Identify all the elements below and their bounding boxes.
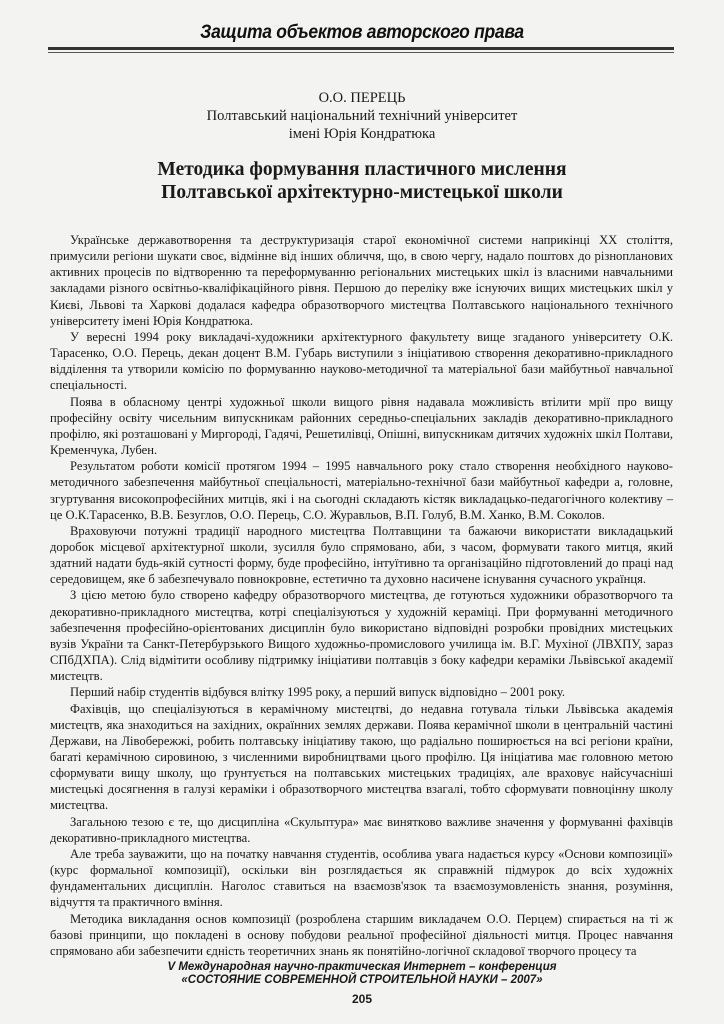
paragraph: Українське державотворення та деструктуризація старої економічної системи наприкінці XX століття, примусили регіони шукати своє, відмінне від інших обличчя, що, в свою чергу, надало поштовх до різнопланових активних процесів по відтворенню та переформуванню регіональних мистецьких шкіл із власними навчальними закладами різного освітньо-кваліфікаційного рівня. Першою до переліку вже існуючих вищих мистецьких шкіл у Києві, Львові та Харкові додалася кафедра образотворчого мистецтва Полтавського національного технічного університету імені Юрія Кондратюка.	[50, 233, 673, 328]
paragraph: Враховуючи потужні традиції народного мистецтва Полтавщини та бажаючи використати викладацький доробок місцевої архітектурної школи, зусилля було спрямовано, аби, з часом, формувати такого митця, який здатний надати будь-якій сутності форму, буде професійно, інтуїтивно та організаційно підготовлений до праці над середовищем, яке б забезпечувало повнокровне, естетично та духовно насичене існування сучасного українця.	[50, 523, 673, 587]
paragraph: Перший набір студентів відбувся влітку 1995 року, а перший випуск відповідно – 2001 року.	[70, 685, 566, 700]
paragraph: Фахівців, що спеціалізуються в керамічному мистецтві, до недавна готувала тільки Львівська академія мистецтв, яка знаходиться на західних, окраїнних землях держави. Поява керамічної школи в центральній частині Держави, на Лівобережжі, робить полтавську ініціативу такою, що радіально поширюється на всі регіони країни, багаті керамічною сировиною, з численними виробництвами цього профілю. Ця ініціатива має головною метою сформувати вищу школу, що ґрунтується на полтавських мистецьких традиціях, але враховує найсучасніші мистецькі досягнення в галузі кераміки і образотворчого мистецтва взагалі, тобто сформувати повноцінну школу мистецтва.	[50, 701, 673, 813]
paragraph: Поява в обласному центрі художньої школи вищого рівня надавала можливість втілити мрії про вищу професійну освіту чисельним випускникам районних середньо-спеціальних закладів декоративно-прикладного профілю, які розташовані у Миргороді, Гадячі, Решетилівці, Опішні, випускникам дитячих художніх шкіл Полтави, Кременчука, Лубен.	[50, 394, 673, 458]
affiliation: імені Юрія Кондратюка	[288, 126, 436, 142]
affiliation: Полтавський національний технічний університет	[206, 108, 518, 124]
paragraph: Але треба зауважити, що на початку навчання студентів, особлива увага надається курсу «Основи композиції» (курс формальної композиції), оскільки він розглядається як справжній підмурок до всіх художніх фундаментальних дисциплін. Наголос ставиться на взаємозв'язок та взаємозумовленість знання, розуміння, відчуття та практичного вміння.	[50, 846, 673, 910]
title-line: Методика формування пластичного мислення	[157, 159, 567, 180]
author-block	[0, 89, 724, 143]
paper-title	[0, 158, 724, 204]
footer-line: V Международная научно-практическая Интернет – конференция	[167, 961, 557, 973]
paragraph: Методика викладання основ композиції (розроблена старшим викладачем О.О. Перцем) спирається на ті ж базові принципи, що покладені в основу побудови реальної професійної діяльності митця. Процес навчання спрямовано аби забезпечити єдність теоретичних знань як понятійно-логічної складової творчого процесу та	[50, 911, 673, 958]
paragraph: Результатом роботи комісії протягом 1994 – 1995 навчального року стало створення необхідного науково-методичного забезпечення майбутньої спеціальності, матеріально-технічної бази майбутньої кафедри а, головне, згуртування високопрофесійних митців, які і на сьогодні складають кістяк викладацько-педагогічного колективу – це О.К.Тарасенко, В.В. Безуглов, О.О. Перець, С.О. Журавльов, В.П. Голуб, В.М. Ханко, В.М. Соколов.	[50, 459, 673, 522]
body-text	[50, 232, 673, 959]
title-line: Полтавської архітектурно-мистецької школи	[161, 182, 563, 203]
header-rule-thin	[48, 52, 674, 53]
footer-conference	[0, 961, 724, 987]
author-name: О.О. ПЕРЕЦЬ	[318, 90, 406, 106]
page-number: 205	[351, 992, 373, 1006]
paragraph: З цією метою було створено кафедру образотворчого мистецтва, де готуються художники образотворчого та декоративно-прикладного мистецтва, котрі спеціалізуються у художній кераміці. При формуванні методичного забезпечення професійно-орієнтованих дисциплін було використано відповідні розробки провідних мистецьких вузів України та Санкт-Петербурзького Вищого художньо-промислового училища ім. В.Г. Мухіної (ЛВХПУ, зараз СПбДХПА). Слід відмітити особливу підтримку ініціативи полтавців з боку кафедри кераміки Львівської академії мистецтв.	[50, 588, 673, 684]
running-header: Защита объектов авторского права	[200, 22, 524, 43]
header-rule-thick	[48, 47, 674, 50]
footer-line: «СОСТОЯНИЕ СОВРЕМЕННОЙ СТРОИТЕЛЬНОЙ НАУКИ – 2007»	[181, 974, 543, 986]
paragraph: У вересні 1994 року викладачі-художники архітектурного факультету вище згаданого університету О.К. Тарасенко, О.О. Перець, декан доцент В.М. Губарь виступили з ініціативою створення декоративно-прикладного відділення та утворили комісію по формуванню науково-методичної та матеріальної бази майбутньої навчальної спеціальності.	[50, 329, 673, 393]
paragraph: Загальною тезою є те, що дисципліна «Скульптура» має винятково важливе значення у формуванні фахівців декоративно-прикладного мистецтва.	[50, 814, 673, 845]
